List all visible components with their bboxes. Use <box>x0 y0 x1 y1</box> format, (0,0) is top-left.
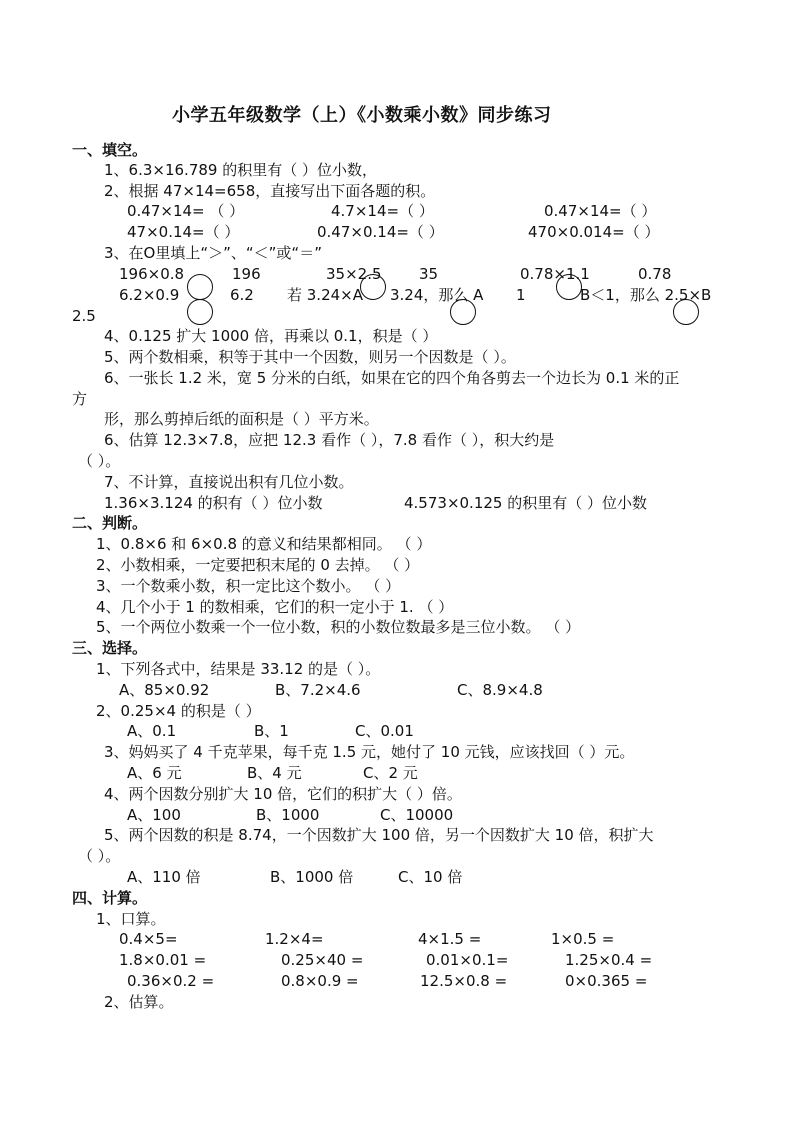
question-text: 1、6.3×16.789 的积里有（ ）位小数， <box>104 161 377 179</box>
answer-item: 47×0.14=（ ） <box>127 223 240 241</box>
judgement-item: 2、小数相乘，一定要把积末尾的 0 去掉。 （ ） <box>96 556 420 574</box>
choice-option: A、6 元 <box>127 764 182 782</box>
question-text: 7、不计算，直接说出积有几位小数。 <box>104 473 354 491</box>
choice-option: A、85×0.92 <box>119 681 210 699</box>
question-text: （ ）。 <box>78 847 121 865</box>
compare-circle[interactable] <box>187 274 213 300</box>
compare-expr: 若 3.24×A <box>287 286 363 304</box>
choice-option: A、100 <box>127 806 181 824</box>
compare-expr: 0.78 <box>638 265 672 283</box>
oral-calc-item: 1.8×0.01 = <box>119 951 207 969</box>
compare-circle[interactable] <box>450 299 476 325</box>
choice-option: B、1000 <box>256 806 320 824</box>
question-text: 5、两个因数的积是 8.74，一个因数扩大 100 倍，另一个因数扩大 10 倍，积扩大 <box>104 826 654 844</box>
question-text: （ ）。 <box>78 452 121 470</box>
answer-item: 0.47×14=（ ） <box>544 202 657 220</box>
oral-calc-item: 0.8×0.9 = <box>281 972 359 990</box>
compare-expr: 35 <box>419 265 439 283</box>
choice-option: C、10000 <box>380 806 454 824</box>
oral-calc-item: 1.25×0.4 = <box>565 951 653 969</box>
answer-item: 470×0.014=（ ） <box>528 223 660 241</box>
page-title: 小学五年级数学（上）《小数乘小数》同步练习 <box>172 105 552 126</box>
oral-calc-item: 1×0.5 = <box>551 930 615 948</box>
question-text: 6、估算 12.3×7.8，应把 12.3 看作（ ），7.8 看作（ ），积大约是 <box>104 431 555 449</box>
answer-item: 0.47×14= （ ） <box>127 202 245 220</box>
section-heading-multiple-choice: 三、选择。 <box>72 639 148 657</box>
question-text: 4、0.125 扩大 1000 倍，再乘以 0.1，积是（ ） <box>104 327 438 345</box>
compare-circle[interactable] <box>673 299 699 325</box>
sub-heading: 2、估算。 <box>104 993 174 1011</box>
choice-option: C、8.9×4.8 <box>457 681 543 699</box>
choice-option: B、1000 倍 <box>270 868 354 886</box>
question-text: 6、一张长 1.2 米，宽 5 分米的白纸，如果在它的四个角各剪去一个边长为 0.1 米的正 <box>104 369 680 387</box>
section-heading-true-false: 二、判断。 <box>72 514 148 532</box>
compare-circle[interactable] <box>187 299 213 325</box>
choice-option: B、4 元 <box>247 764 302 782</box>
answer-item: 4.7×14=（ ） <box>331 202 434 220</box>
compare-expr: 1 <box>516 286 526 304</box>
compare-expr: 3.24，那么 A <box>390 286 484 304</box>
question-text: 3、妈妈买了 4 千克苹果，每千克 1.5 元，她付了 10 元钱，应该找回（ ）元。 <box>104 743 635 761</box>
oral-calc-item: 0×0.365 = <box>565 972 648 990</box>
judgement-item: 1、0.8×6 和 6×0.8 的意义和结果都相同。 （ ） <box>96 535 432 553</box>
section-heading-calculation: 四、计算。 <box>72 889 148 907</box>
compare-expr: 6.2×0.9 <box>119 286 180 304</box>
question-text: 方 <box>72 390 88 408</box>
compare-expr: 0.78×1.1 <box>520 265 590 283</box>
sub-heading: 1、口算。 <box>96 910 166 928</box>
compare-expr: B＜1，那么 2.5×B <box>580 286 712 304</box>
oral-calc-item: 12.5×0.8 = <box>420 972 508 990</box>
compare-expr: 2.5 <box>72 307 96 325</box>
oral-calc-item: 1.2×4= <box>265 930 324 948</box>
question-text: 1、下列各式中，结果是 33.12 的是（ ）。 <box>96 660 381 678</box>
oral-calc-item: 0.36×0.2 = <box>127 972 215 990</box>
answer-item: 0.47×0.14=（ ） <box>317 223 444 241</box>
choice-option: A、0.1 <box>127 722 177 740</box>
choice-option: A、110 倍 <box>127 868 201 886</box>
oral-calc-item: 4×1.5 = <box>418 930 482 948</box>
answer-item: 1.36×3.124 的积有（ ）位小数 <box>104 494 323 512</box>
question-text: 3、在O里填上“＞”、“＜”或“＝” <box>104 244 322 262</box>
oral-calc-item: 0.01×0.1= <box>426 951 509 969</box>
question-text: 2、0.25×4 的积是（ ） <box>96 702 261 720</box>
question-text: 2、根据 47×14=658，直接写出下面各题的积。 <box>104 182 436 200</box>
judgement-item: 3、一个数乘小数，积一定比这个数小。 （ ） <box>96 577 401 595</box>
compare-expr: 196×0.8 <box>119 265 185 283</box>
choice-option: C、0.01 <box>355 722 414 740</box>
compare-circle[interactable] <box>360 274 386 300</box>
judgement-item: 5、一个两位小数乘一个一位小数，积的小数位数最多是三位小数。 （ ） <box>96 618 581 636</box>
section-heading-fill-in: 一、填空。 <box>72 141 148 159</box>
oral-calc-item: 0.25×40 = <box>281 951 364 969</box>
choice-option: C、10 倍 <box>398 868 463 886</box>
compare-expr: 35×2.5 <box>326 265 382 283</box>
choice-option: B、1 <box>254 722 289 740</box>
question-text: 4、两个因数分别扩大 10 倍，它们的积扩大（ ）倍。 <box>104 785 462 803</box>
compare-circle[interactable] <box>556 274 582 300</box>
choice-option: C、2 元 <box>363 764 418 782</box>
answer-item: 4.573×0.125 的积里有（ ）位小数 <box>404 494 647 512</box>
question-text: 5、两个数相乘，积等于其中一个因数，则另一个因数是（ ）。 <box>104 348 516 366</box>
compare-expr: 6.2 <box>230 286 254 304</box>
judgement-item: 4、几个小于 1 的数相乘，它们的积一定小于 1. （ ） <box>96 598 454 616</box>
question-text: 形，那么剪掉后纸的面积是（ ）平方米。 <box>104 410 379 428</box>
choice-option: B、7.2×4.6 <box>275 681 361 699</box>
oral-calc-item: 0.4×5= <box>119 930 178 948</box>
compare-expr: 196 <box>232 265 261 283</box>
